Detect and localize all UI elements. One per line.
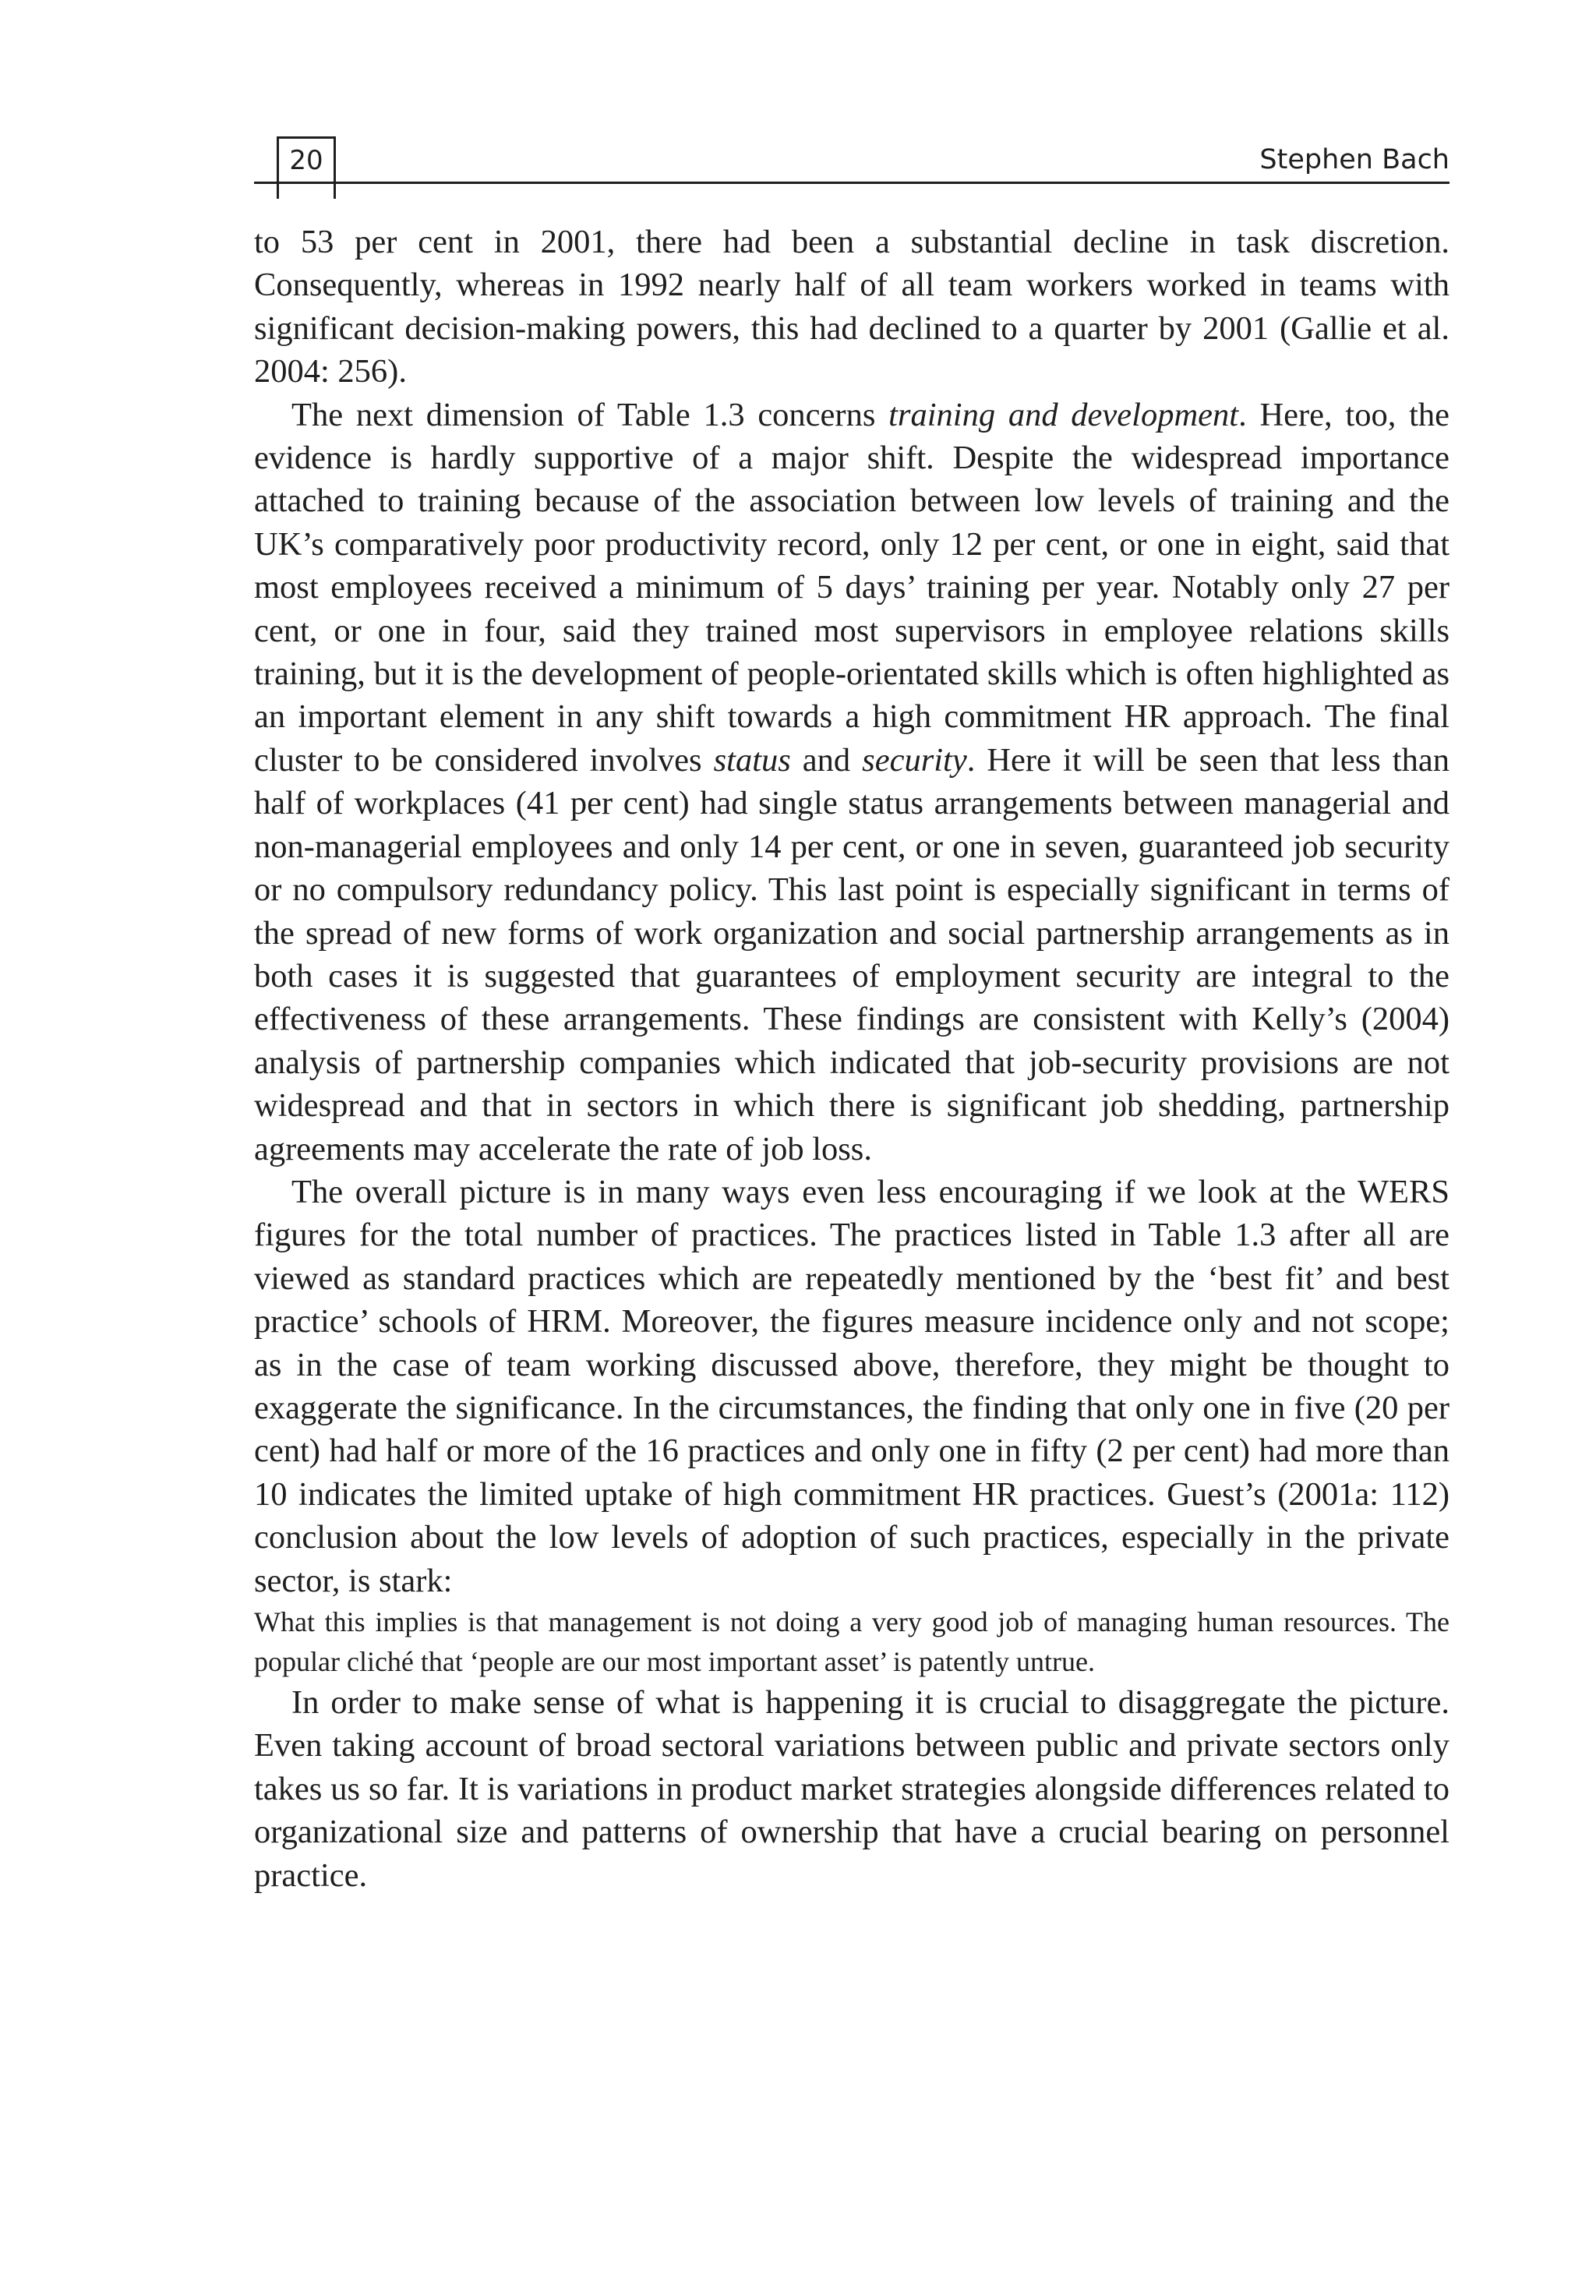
paragraph-2-part-c: and xyxy=(790,741,863,779)
header-rule xyxy=(254,182,1449,184)
paragraph-4: In order to make sense of what is happening it is crucial to disaggregate the picture. Even taking account of broad sectoral variations between public and private sectors only takes us so far. It is variations in product market strategies alongside differences related to organizational size and patterns of ownership that have a crucial bearing on personnel practice. xyxy=(254,1684,1449,1894)
paragraph-2-part-b: . Here, too, the evidence is hardly supportive of a major shift. Despite the widespread importance attached to training because of the association between low levels of training and the UK’s comparatively poor productivity record, only 12 per cent, or one in eight, said that most employees received a minimum of 5 days’ training per year. Notably only 27 per cent, or one in four, said they trained most supervisors in employee relations skills training, but it is the development of people-orientated skills which is often highlighted as an important element in any shift towards a high commitment HR approach. The final cluster to be considered involves xyxy=(254,396,1449,779)
block-quote: What this implies is that management is not doing a very good job of managing human resources. The popular cliché that ‘people are our most important asset’ is patently untrue. xyxy=(254,1606,1449,1677)
emphasis-status: status xyxy=(713,741,791,779)
paragraph-2 xyxy=(254,394,1449,1171)
paragraph-1: to 53 per cent in 2001, there had been a substantial decline in task discretion. Consequently, whereas in 1992 nearly half of all team workers worked in teams with significant decision-making powers, this had declined to a quarter by 2001 (Gallie et al. 2004: 256). xyxy=(254,224,1449,390)
page-number-box xyxy=(277,136,336,199)
running-title: Stephen Bach xyxy=(1259,144,1449,175)
paragraph-2-part-d: . Here it will be seen that less than half of workplaces (41 per cent) had single status arrangements between managerial and non-managerial employees and only 14 per cent, or one in seven, guaranteed job security or no compulsory redundancy policy. This last point is especially significant in terms of the spread of new forms of work organization and social partnership arrangements as in both cases it is suggested that guarantees of employment security are integral to the effectiveness of these arrangements. These findings are consistent with Kelly’s (2004) analysis of partnership companies which indicated that job-security provisions are not widespread and that in sectors in which there is significant job shedding, partnership agreements may accelerate the rate of job loss. xyxy=(254,741,1449,1167)
running-header xyxy=(254,136,1449,199)
emphasis-security: security xyxy=(862,741,967,779)
paragraph-3: The overall picture is in many ways even less encouraging if we look at the WERS figures for the total number of practices. The practices listed in Table 1.3 after all are viewed as standard practices which are repeatedly mentioned by the ‘best fit’ and best practice’ schools of HRM. Moreover, the figures measure incidence only and not scope; as in the case of team working discussed above, therefore, they might be thought to exaggerate the significance. In the circumstances, the finding that only one in five (20 per cent) had half or more of the 16 practices and only one in fifty (2 per cent) had more than 10 indicates the limited uptake of high commitment HR practices. Guest’s (2001a: 112) conclusion about the low levels of adoption of such practices, especially in the private sector, is stark: xyxy=(254,1173,1449,1599)
paragraph-2-part-a: The next dimension of Table 1.3 concerns xyxy=(291,396,889,433)
body-text xyxy=(254,221,1449,1897)
page-number: 20 xyxy=(289,145,323,176)
emphasis-training-and-development: training and development xyxy=(888,396,1239,433)
